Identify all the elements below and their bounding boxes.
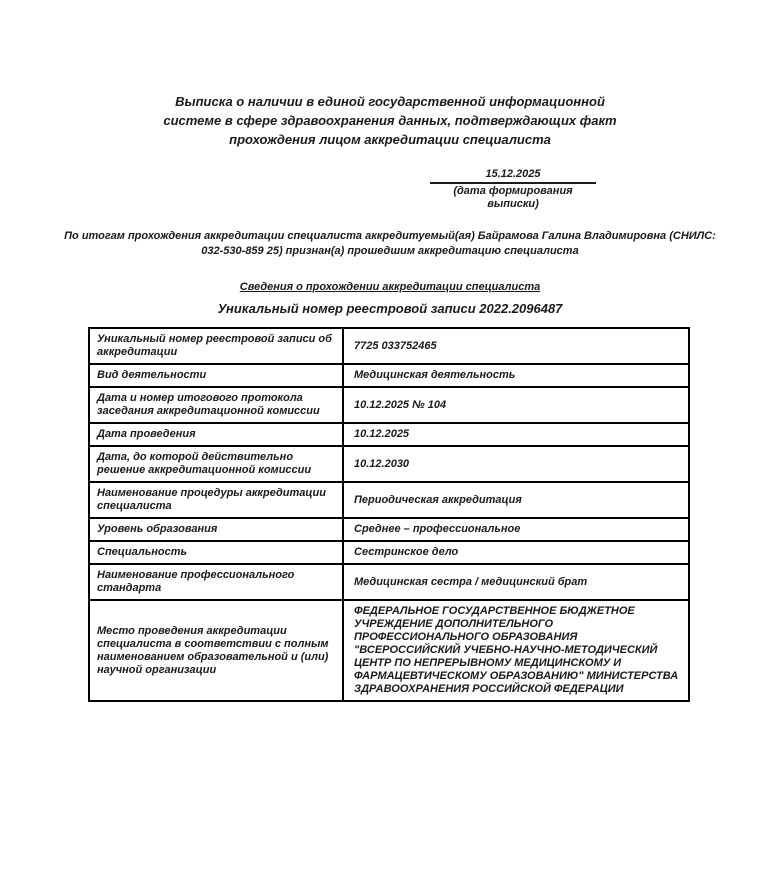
table-row — [89, 541, 689, 564]
row-value: 10.12.2030 — [343, 446, 689, 482]
row-label: Дата проведения — [89, 423, 343, 446]
row-label: Уникальный номер реестровой записи об аккредитации — [89, 328, 343, 364]
row-label: Уровень образования — [89, 518, 343, 541]
row-label: Дата, до которой действительно решение аккредитационной комиссии — [89, 446, 343, 482]
row-label: Наименование процедуры аккредитации специалиста — [89, 482, 343, 518]
row-label: Место проведения аккредитации специалиста в соответствии с полным наименованием образовательной и (или) научной организации — [89, 600, 343, 701]
row-value: Среднее – профессиональное — [343, 518, 689, 541]
accreditation-table — [88, 327, 690, 702]
table-row — [89, 364, 689, 387]
row-label: Дата и номер итогового протокола заседания аккредитационной комиссии — [89, 387, 343, 423]
row-value: 7725 033752465 — [343, 328, 689, 364]
row-value: 10.12.2025 № 104 — [343, 387, 689, 423]
extract-date: 15.12.2025 — [430, 167, 596, 184]
table-row — [89, 564, 689, 600]
row-label: Вид деятельности — [89, 364, 343, 387]
table-row — [89, 423, 689, 446]
date-block — [430, 167, 596, 211]
row-value: Медицинская сестра / медицинский брат — [343, 564, 689, 600]
text-line: прохождения лицом аккредитации специалиста — [229, 132, 551, 147]
row-value: 10.12.2025 — [343, 423, 689, 446]
intro-paragraph — [0, 229, 780, 259]
text-line: системе в сфере здравоохранения данных, подтверждающих факт — [163, 113, 617, 128]
row-value: Медицинская деятельность — [343, 364, 689, 387]
extract-date-caption: (дата формирования выписки) — [453, 185, 573, 210]
table-row — [89, 328, 689, 364]
table-row — [89, 482, 689, 518]
accreditation-table-body — [89, 328, 689, 701]
table-row — [89, 387, 689, 423]
text-line: Выписка о наличии в единой государственной информационной — [175, 94, 605, 109]
row-value: Периодическая аккредитация — [343, 482, 689, 518]
row-value: ФЕДЕРАЛЬНОЕ ГОСУДАРСТВЕННОЕ БЮДЖЕТНОЕ УЧРЕЖДЕНИЕ ДОПОЛНИТЕЛЬНОГО ПРОФЕССИОНАЛЬНОГО ОБРАЗОВАНИЯ "ВСЕРОССИЙСКИЙ УЧЕБНО-НАУЧНО-МЕТОДИЧЕСКИЙ ЦЕНТР ПО НЕПРЕРЫВНОМУ МЕДИЦИНСКОМУ И ФАРМАЦЕВТИЧЕСКОМУ ОБРАЗОВАНИЮ" МИНИСТЕРСТВА ЗДРАВООХРАНЕНИЯ РОССИЙСКОЙ ФЕДЕРАЦИИ — [343, 600, 689, 701]
table-row — [89, 600, 689, 701]
row-value: Сестринское дело — [343, 541, 689, 564]
text-line: 032-530-859 25) признан(а) прошедшим аккредитацию специалиста — [201, 245, 579, 257]
row-label: Наименование профессионального стандарта — [89, 564, 343, 600]
text-line: По итогам прохождения аккредитации специалиста аккредитуемый(ая) Байрамова Галина Владимировна (СНИЛС: — [64, 230, 716, 242]
section-subtitle: Сведения о прохождении аккредитации специалиста — [239, 281, 541, 293]
table-row — [89, 518, 689, 541]
registry-number-line: Уникальный номер реестровой записи 2022.2096487 — [217, 301, 563, 316]
document-title — [0, 0, 780, 149]
row-label: Специальность — [89, 541, 343, 564]
table-row — [89, 446, 689, 482]
